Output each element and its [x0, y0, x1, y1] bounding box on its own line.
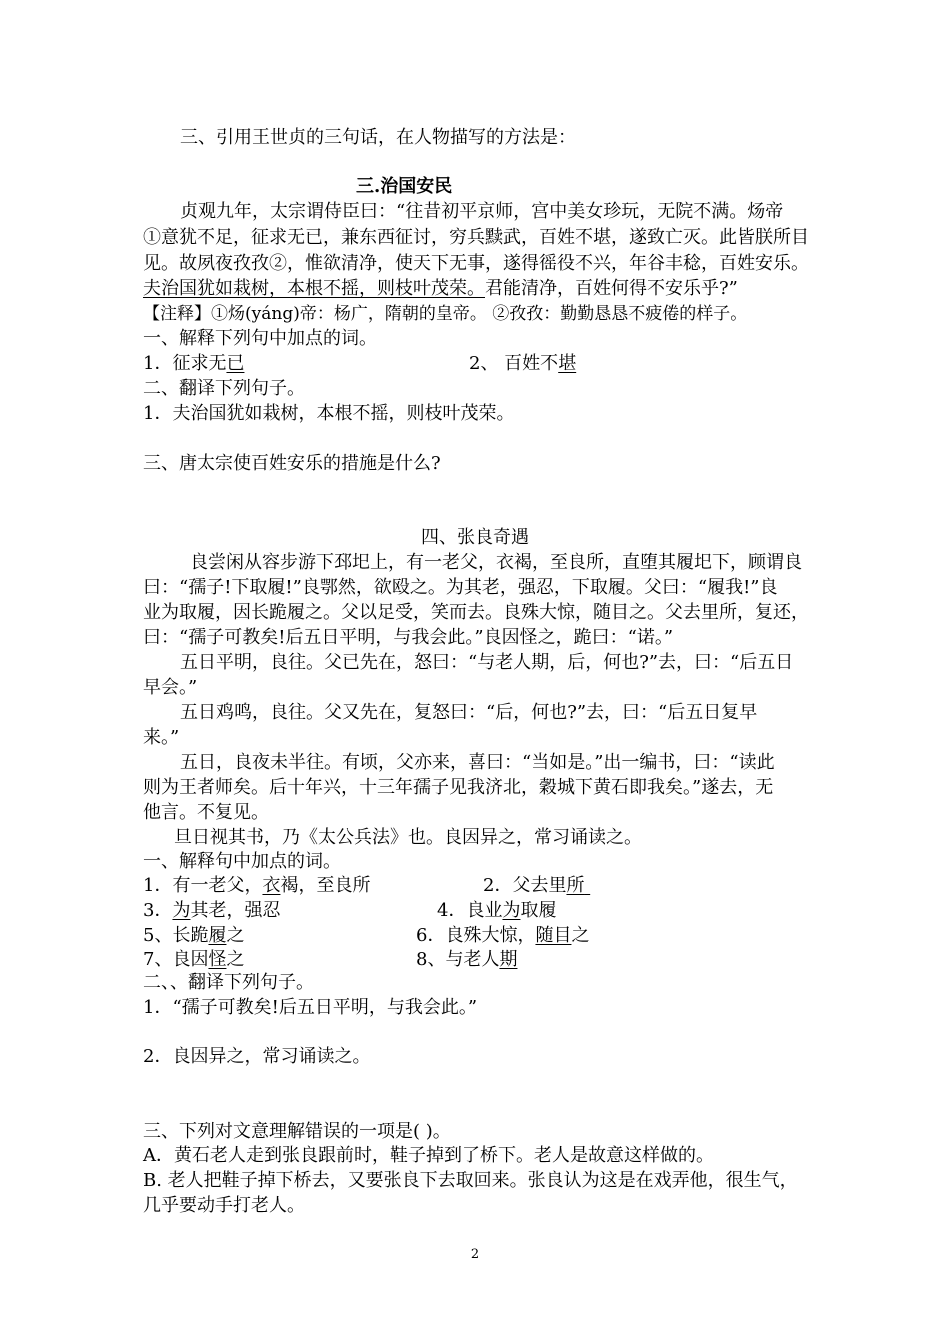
- sec3-question-2: 二、翻译下列句子。: [143, 378, 305, 399]
- sec4-word-4: 4．良业为取履: [437, 900, 557, 921]
- option-b-line-1: B. 老人把鞋子掉下桥去，又要张良下去取回来。张良认为这是在戏弄他，很生气，: [143, 1170, 798, 1191]
- sec4-word-6: 6．良殊大惊，随目之: [416, 925, 590, 946]
- sec3-paragraph-line: ①意犹不足，征求无已，兼东西征讨，穷兵黩武，百姓不堪，遂致亡灭。此皆朕所目: [143, 227, 809, 248]
- sec4-paragraph-line: 旦日视其书，乃《太公兵法》也。良因异之，常习诵读之。: [174, 827, 642, 848]
- sec4-word-7: 7、良因怪之: [143, 949, 245, 970]
- sec3-paragraph-line: 见。故夙夜孜孜②，惟欲清净，使天下无事，遂得徭役不兴，年谷丰稔，百姓安乐。: [143, 253, 809, 274]
- sec4-paragraph-line: 五日平明，良往。父已先在，怒曰：“与老人期，后，何也?”去，曰：“后五日: [180, 652, 794, 673]
- sec3-question-1: 一、解释下列句中加点的词。: [143, 328, 377, 349]
- sec3-paragraph-line: 贞观九年，太宗谓侍臣曰：“往昔初平京师，宫中美女珍玩，无院不满。炀帝: [180, 201, 784, 222]
- sec4-word-5: 5、长跪履之: [143, 925, 245, 946]
- sec3-question-3: 三、唐太宗使百姓安乐的措施是什么?: [143, 453, 441, 474]
- sec3-note: 【注释】①炀(yáng)帝：杨广，隋朝的皇帝。 ②孜孜：勤勤恳恳不疲倦的样子。: [143, 304, 748, 324]
- sec4-word-3: 3．为其老，强忍: [143, 900, 281, 921]
- sec4-paragraph-line: 五日，良夜未半往。有顷，父亦来，喜曰：“当如是。”出一编书，曰：“读此: [180, 752, 775, 773]
- sec4-translate-1: 1．“孺子可教矣!后五日平明，与我会此。”: [143, 997, 478, 1018]
- underlined-sentence: 夫治国犹如栽树，本根不摇，则枝叶茂荣。: [143, 278, 485, 299]
- sec4-translate-2: 2．良因异之，常习诵读之。: [143, 1046, 371, 1067]
- sec4-paragraph-line: 曰：“孺子!下取履!”良鄂然，欲殴之。为其老，强忍，下取履。父曰：“履我!”良: [143, 577, 778, 598]
- sec4-paragraph-line: 则为王者师矣。后十年兴，十三年孺子见我济北，穀城下黄石即我矣。”遂去，无: [143, 777, 774, 798]
- sec4-paragraph-line: 早会。”: [143, 677, 198, 698]
- sec4-question-2: 二、、翻译下列句子。: [143, 972, 314, 993]
- sec4-paragraph-line: 曰：“孺子可教矣!后五日平明，与我会此。”良因怪之，跪曰：“诺。”: [143, 627, 674, 648]
- page-number: 2: [470, 1247, 480, 1262]
- sec4-word-2: 2．父去里所: [483, 875, 585, 896]
- sec4-question-3: 三、下列对文意理解错误的一项是( )。: [143, 1121, 451, 1142]
- sec4-word-8: 8、与老人期: [416, 949, 518, 970]
- sec2-question-3: 三、引用王世贞的三句话，在人物描写的方法是：: [180, 127, 576, 148]
- sec3-paragraph-line: 夫治国犹如栽树，本根不摇，则枝叶茂荣。君能清净，百姓何得不安乐乎?”: [143, 278, 738, 299]
- sec4-paragraph-line: 良尝闲从容步游下邳圯上，有一老父，衣褐，至良所，直堕其履圯下，顾谓良: [190, 552, 802, 573]
- sec3-word-2: 2、 百姓不堪: [469, 353, 577, 374]
- sec4-paragraph-line: 他言。不复见。: [143, 802, 269, 823]
- option-b-line-2: 几乎要动手打老人。: [143, 1195, 305, 1216]
- sec4-paragraph-line: 来。”: [143, 727, 180, 748]
- sec3-translate-1: 1．夫治国犹如栽树，本根不摇，则枝叶茂荣。: [143, 403, 515, 424]
- option-a: A．黄石老人走到张良跟前时，鞋子掉到了桥下。老人是故意这样做的。: [143, 1145, 714, 1166]
- sec4-word-1: 1．有一老父，衣褐，至良所: [143, 875, 371, 896]
- sec4-paragraph-line: 五日鸡鸣，良往。父又先在，复怒曰：“后，何也?”去，曰：“后五日复早: [180, 702, 758, 723]
- sec3-title: 三.治国安民: [356, 176, 453, 197]
- sec4-title: 四、张良奇遇: [421, 527, 529, 548]
- sec4-paragraph-line: 业为取履，因长跪履之。父以足受，笑而去。良殊大惊，随目之。父去里所，复还，: [143, 602, 809, 623]
- sec3-word-1: 1．征求无已: [143, 353, 245, 374]
- sec4-question-1: 一、解释句中加点的词。: [143, 851, 341, 872]
